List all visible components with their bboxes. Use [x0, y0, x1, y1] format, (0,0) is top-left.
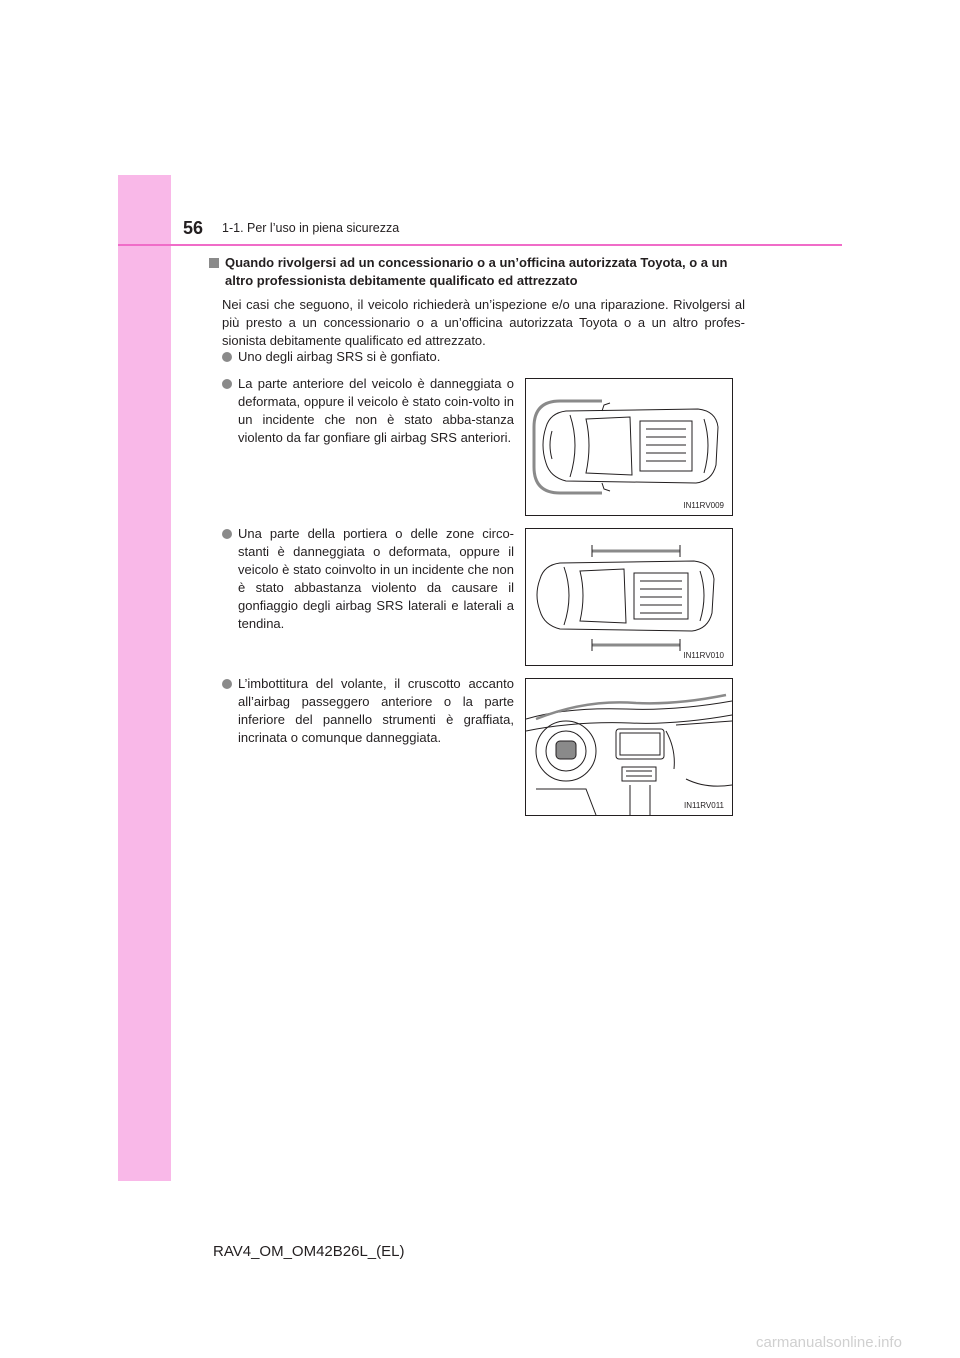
chapter-sidebar — [118, 175, 171, 1181]
square-bullet-icon — [209, 258, 219, 268]
list-item — [222, 675, 514, 747]
section-heading — [209, 254, 745, 290]
watermark-logo — [756, 1328, 936, 1354]
list-item-text: Uno degli airbag SRS si è gonfiato. — [238, 349, 441, 364]
page-number: 56 — [183, 218, 204, 238]
main-content — [209, 254, 745, 350]
circle-bullet-icon — [222, 679, 232, 689]
vehicle-top-view-side-figure — [525, 528, 733, 666]
dashboard-figure — [525, 678, 733, 816]
section-heading-text: Quando rivolgersi ad un concessionario o a un’officina autorizzata Toyota, o a un altro professionista debitamente qualificato ed attrezzato — [225, 255, 728, 288]
circle-bullet-icon — [222, 379, 232, 389]
intro-paragraph: Nei casi che seguono, il veicolo richiederà un’ispezione e/o una riparazione. Rivolgersi al più presto a un concessionario o a un’officina autorizzata Toyota o a un altro profes-sionista debitamente qualificato ed attrezzato. — [222, 297, 745, 348]
vehicle-top-view-front-figure — [525, 378, 733, 516]
watermark-text: carmanualsonline.info — [756, 1334, 902, 1351]
section-title: 1-1. Per l’uso in piena sicurezza — [222, 221, 400, 235]
header-rule — [118, 244, 842, 246]
figure-code: IN11RV009 — [683, 501, 724, 510]
figure-code: IN11RV010 — [683, 651, 724, 660]
list-item-text: Una parte della portiera o delle zone circo-stanti è danneggiata o deformata, oppure il veicolo è stato coinvolto in un incidente che non è stato abbastanza violento da causare il gonfiaggio degli airbag SRS laterali e laterali a tendina. — [238, 526, 514, 631]
dashboard-steering-wheel-icon — [526, 679, 732, 815]
list-item-text: La parte anteriore del veicolo è danneggiata o deformata, oppure il veicolo è stato coin-volto in un incidente che non è stato abba-stanza violento da far gonfiare gli airbag SRS anteriori. — [238, 376, 514, 445]
list-item — [222, 525, 514, 633]
list-item — [222, 348, 528, 366]
list-item-text: L’imbottitura del volante, il cruscotto accanto all’airbag passeggero anteriore o la parte inferiore del pannello strumenti è graffiata, incrinata o comunque danneggiata. — [238, 676, 514, 745]
document-id: RAV4_OM_OM42B26L_(EL) — [213, 1243, 405, 1260]
circle-bullet-icon — [222, 352, 232, 362]
car-top-view-icon — [526, 379, 732, 515]
circle-bullet-icon — [222, 529, 232, 539]
car-side-zones-icon — [526, 529, 732, 665]
figure-code: IN11RV011 — [683, 801, 724, 810]
list-item — [222, 375, 514, 447]
